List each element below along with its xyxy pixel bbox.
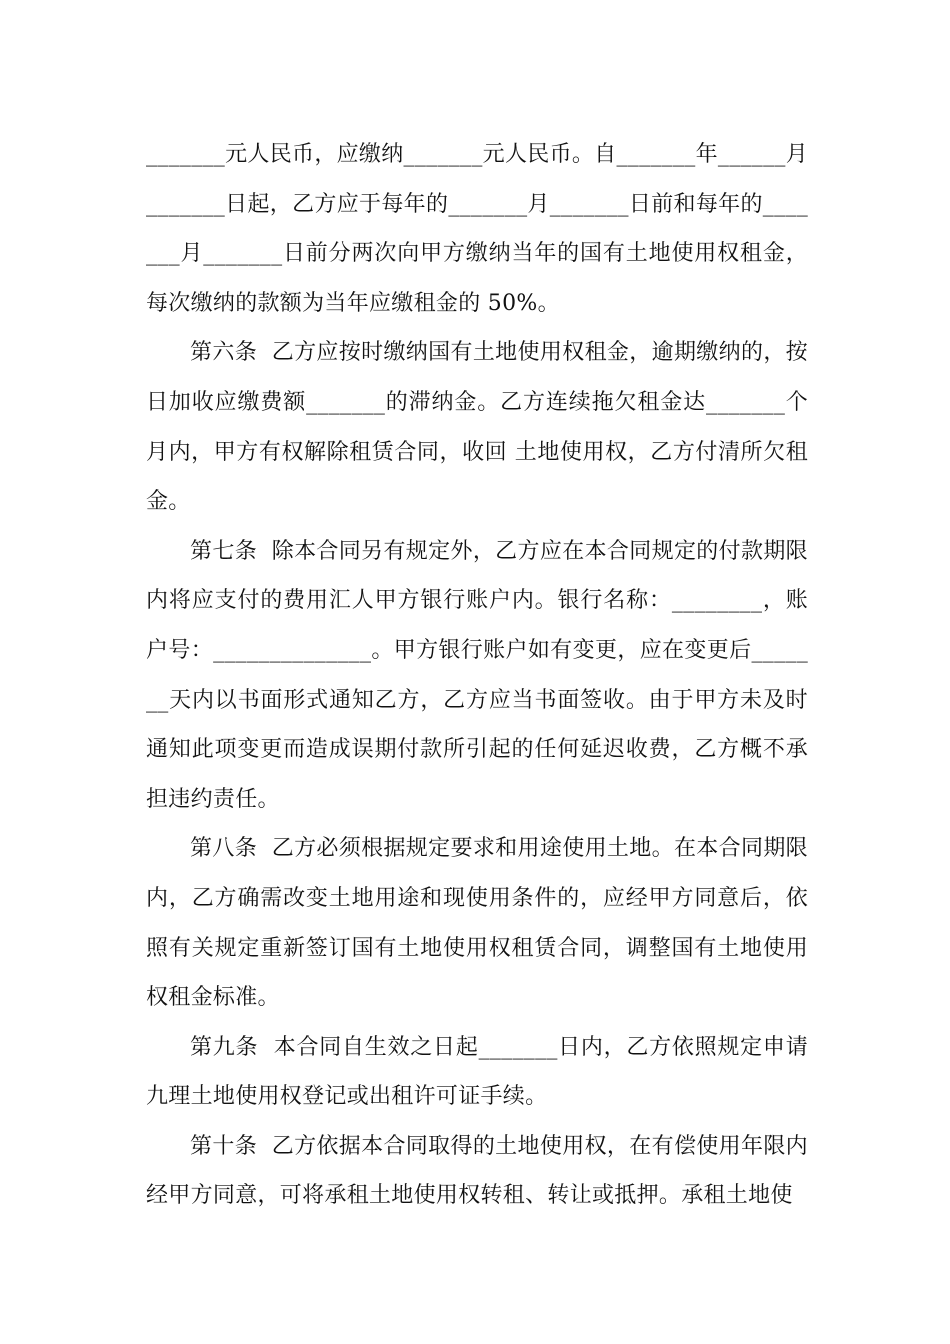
paragraph-article-7: 第七条 除本合同另有规定外，乙方应在本合同规定的付款期限内将应支付的费用汇人甲方银行账户内。银行名称：________，账户号：______________。甲方银行账户如有变更，应在变更后_______天内以书面形式通知乙方，乙方应当书面签收。由于甲方未及时通知此项变更而造成误期付款所引起的任何延迟收费，乙方概不承担违约责任。 (146, 538, 808, 812)
contract-body (146, 130, 808, 1221)
paragraph-article-6: 第六条 乙方应按时缴纳国有土地使用权租金，逾期缴纳的，按日加收应缴费额_______的滞纳金。乙方连续拖欠租金达_______个月内，甲方有权解除租赁合同，收回 土地使用权，乙方付清所欠租金。 (146, 340, 808, 515)
paragraph-article-8: 第八条 乙方必须根据规定要求和用途使用土地。在本合同期限内，乙方确需改变土地用途和现使用条件的，应经甲方同意后，依照有关规定重新签订国有土地使用权租赁合同，调整国有土地使用权租金标准。 (146, 836, 808, 1011)
paragraph-article-9: 第九条 本合同自生效之日起_______日内，乙方依照规定申请九理土地使用权登记或出租许可证手续。 (146, 1034, 808, 1110)
paragraph-article-5-continued: _______元人民币，应缴纳_______元人民币。自_______年______月_______日起，乙方应于每年的_______月_______日前和每年的_______月_______日前分两次向甲方缴纳当年的国有土地使用权租金，每次缴纳的款额为当年应缴租金的 50%。 (146, 142, 808, 316)
paragraph-article-10: 第十条 乙方依据本合同取得的土地使用权，在有偿使用年限内经甲方同意，可将承租土地使用权转租、转让或抵押。承租土地使 (146, 1133, 808, 1209)
